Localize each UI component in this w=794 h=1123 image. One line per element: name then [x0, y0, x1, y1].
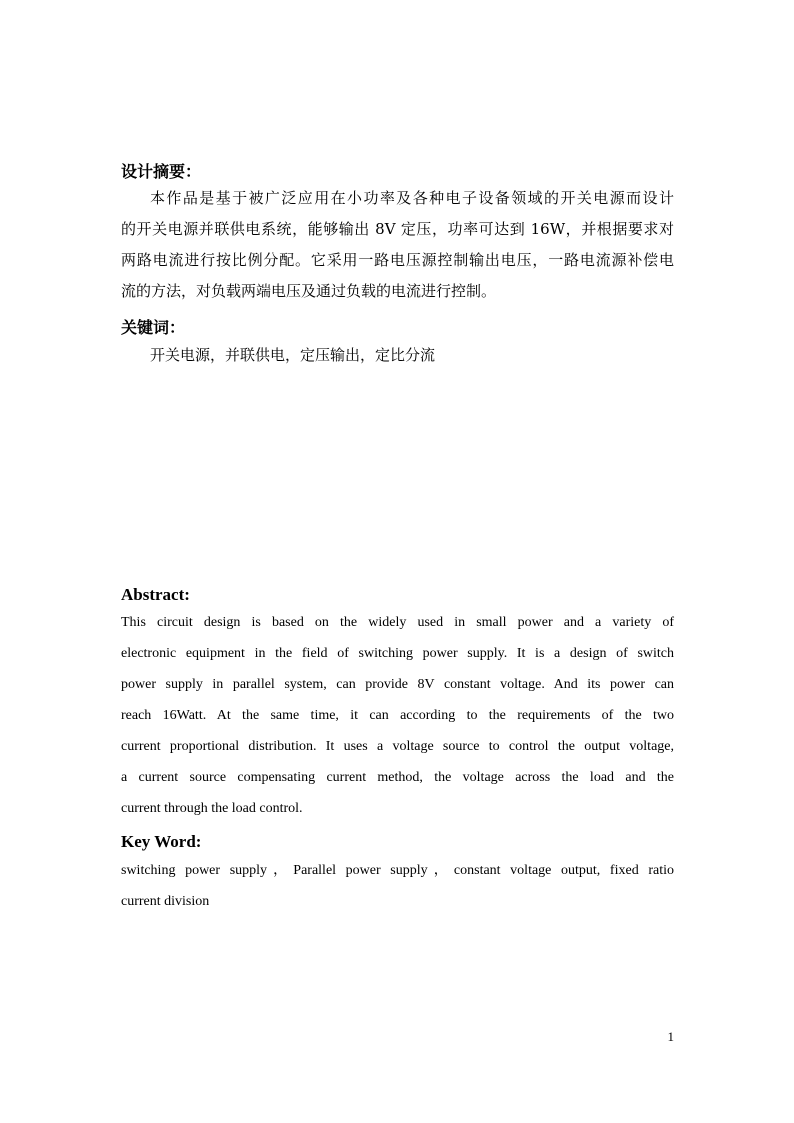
cn-abstract-line: 的开关电源并联供电系统，能够输出 8V 定压，功率可达到 16W，并根据要求对	[121, 220, 674, 238]
cn-abstract-line: 流的方法，对负载两端电压及通过负载的电流进行控制。	[121, 282, 497, 300]
cn-abstract-line: 本作品是基于被广泛应用在小功率及各种电子设备领域的开关电源而设计	[150, 189, 674, 207]
cn-keywords-text: 开关电源，并联供电，定压输出，定比分流	[150, 346, 436, 364]
cn-abstract-heading: 设计摘要：	[121, 162, 202, 181]
en-abstract-line: reach 16Watt. At the same time, it can according to the requirements of the two	[121, 708, 674, 723]
en-keywords-line: current division	[121, 894, 210, 909]
en-keywords-body	[121, 855, 674, 917]
en-abstract-line: current proportional distribution. It uses a voltage source to control the output voltage,	[121, 739, 674, 754]
en-abstract-body	[121, 607, 674, 824]
cn-keywords-body	[121, 340, 674, 371]
en-keywords-line: switching power supply，Parallel power supply，constant voltage output, fixed ratio	[121, 863, 674, 878]
en-abstract-line: power supply in parallel system, can provide 8V constant voltage. And its power can	[121, 677, 674, 692]
cn-abstract-line: 两路电流进行按比例分配。它采用一路电压源控制输出电压，一路电流源补偿电	[121, 251, 674, 269]
en-abstract-line: a current source compensating current method, the voltage across the load and the	[121, 770, 674, 785]
en-abstract-line: electronic equipment in the field of switching power supply. It is a design of switch	[121, 646, 674, 661]
en-keywords-heading: Key Word:	[121, 832, 202, 851]
en-abstract-line: current through the load control.	[121, 801, 303, 816]
cn-keywords-heading: 关键词：	[121, 318, 186, 337]
en-abstract-heading: Abstract:	[121, 585, 190, 604]
cn-abstract-body	[121, 183, 674, 307]
en-abstract-line: This circuit design is based on the widely used in small power and a variety of	[121, 615, 674, 630]
page-number: 1	[667, 1029, 674, 1044]
